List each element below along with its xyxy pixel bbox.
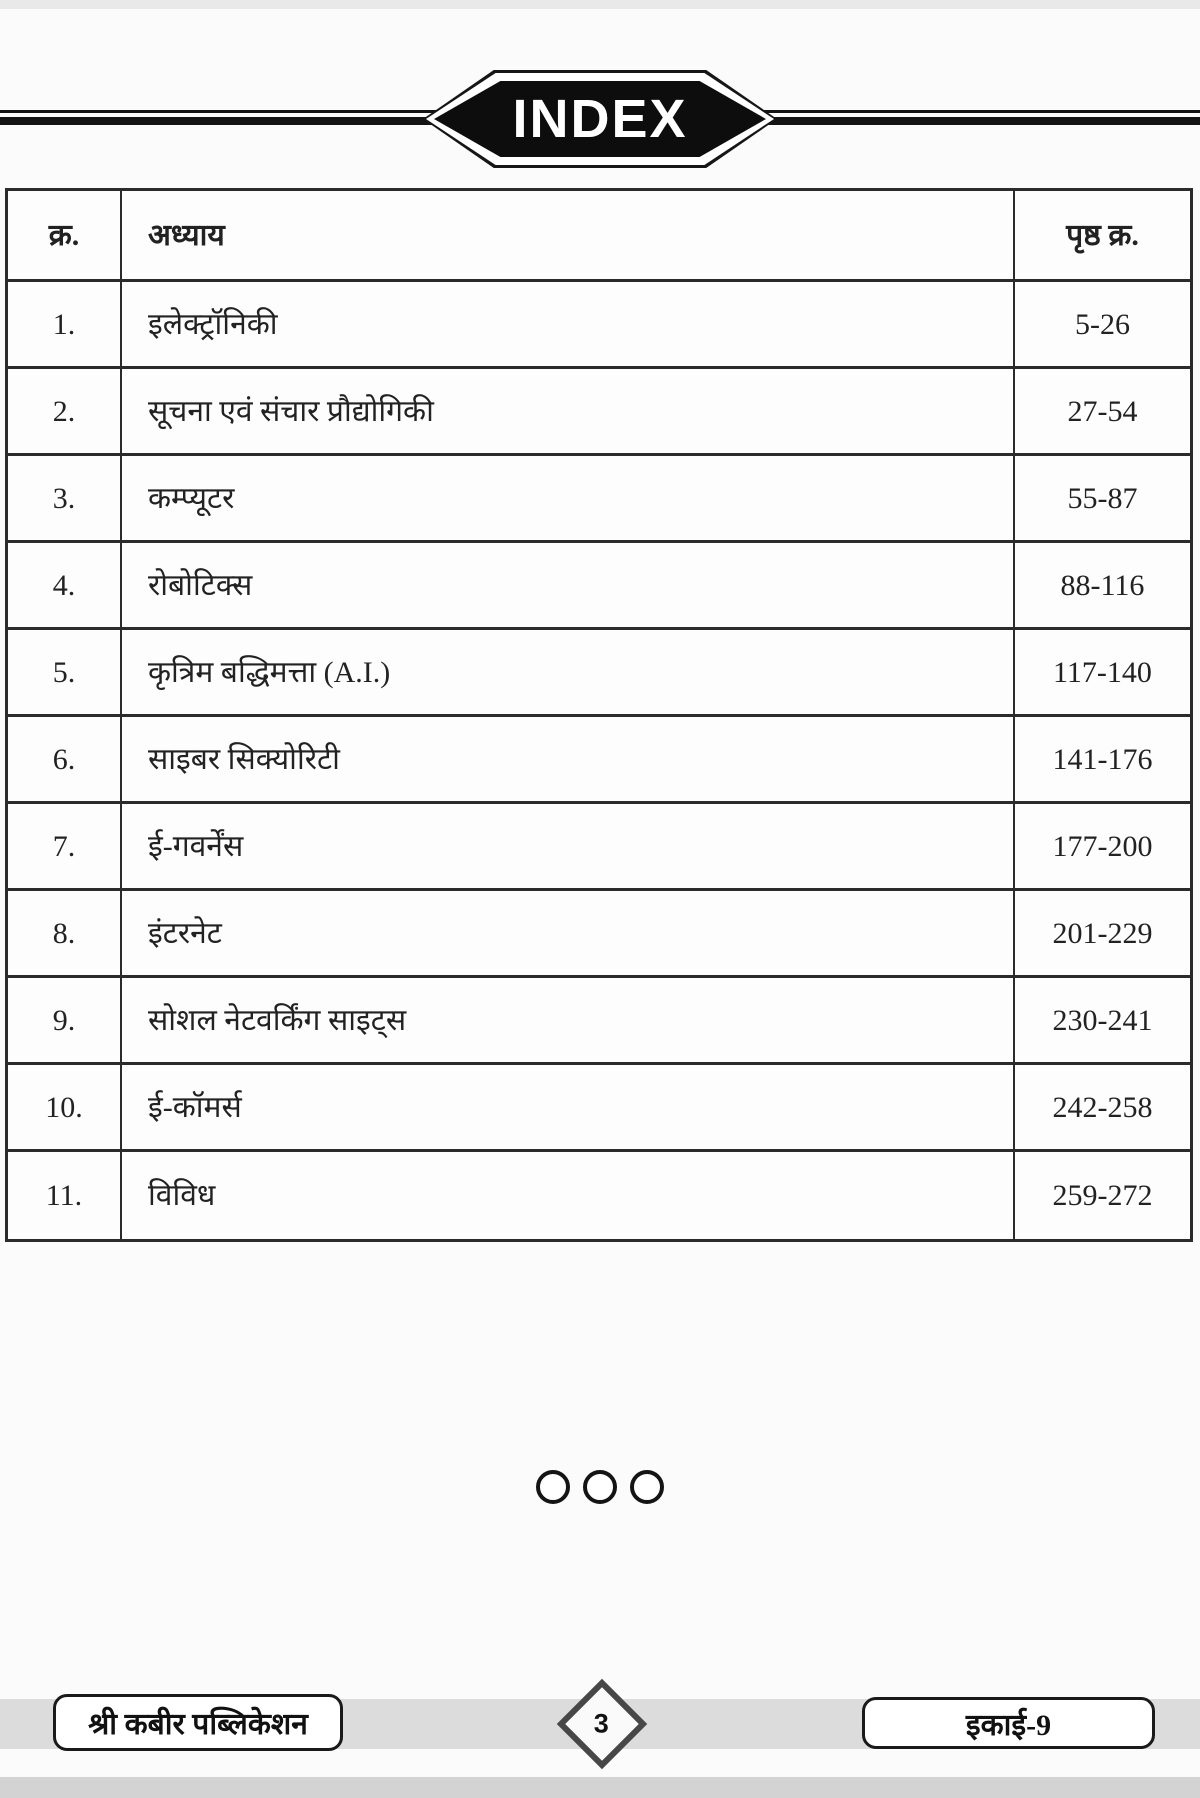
- publisher-name: श्री कबीर पब्लिकेशन: [88, 1708, 308, 1741]
- row-serial: 10.: [8, 1065, 122, 1149]
- row-chapter: सूचना एवं संचार प्रौद्योगिकी: [122, 369, 1015, 453]
- row-pages: 141-176: [1052, 742, 1153, 776]
- row-pages: 88-116: [1060, 568, 1145, 602]
- index-banner: [423, 70, 777, 168]
- row-chapter: विविध: [122, 1152, 1015, 1239]
- row-pages: 242-258: [1052, 1090, 1153, 1124]
- row-serial: 11.: [8, 1152, 122, 1239]
- unit-label: इकाई-9: [965, 1708, 1052, 1742]
- divider-circle: [536, 1470, 570, 1504]
- row-pages: 5-26: [1075, 307, 1130, 341]
- scan-edge-top: [0, 0, 1200, 9]
- row-pages: 230-241: [1052, 1003, 1153, 1037]
- scan-edge-bottom: [0, 1777, 1200, 1798]
- table-row: [8, 891, 1190, 978]
- row-serial: 8.: [8, 891, 122, 975]
- row-serial: 2.: [8, 369, 122, 453]
- table-row: [8, 1152, 1190, 1239]
- row-pages: 117-140: [1053, 655, 1152, 689]
- header-serial: क्र.: [8, 191, 122, 279]
- row-pages: 55-87: [1067, 481, 1138, 515]
- row-pages: 27-54: [1067, 394, 1138, 428]
- header-chapter: अध्याय: [122, 191, 1015, 279]
- row-chapter: इलेक्ट्रॉनिकी: [122, 282, 1015, 366]
- table-row: [8, 804, 1190, 891]
- row-chapter: ई-गवर्नेंस: [122, 804, 1015, 888]
- row-serial: 4.: [8, 543, 122, 627]
- row-serial: 1.: [8, 282, 122, 366]
- row-chapter: ई-कॉमर्स: [122, 1065, 1015, 1149]
- publisher-box: [53, 1694, 343, 1751]
- row-pages: 201-229: [1052, 916, 1153, 950]
- row-serial: 9.: [8, 978, 122, 1062]
- table-row: [8, 978, 1190, 1065]
- row-serial: 6.: [8, 717, 122, 801]
- row-chapter: इंटरनेट: [122, 891, 1015, 975]
- row-pages: 177-200: [1052, 829, 1153, 863]
- row-serial: 5.: [8, 630, 122, 714]
- table-row: [8, 369, 1190, 456]
- unit-box: [862, 1697, 1155, 1749]
- table-row: [8, 456, 1190, 543]
- row-serial: 7.: [8, 804, 122, 888]
- row-chapter: सोशल नेटवर्किंग साइट्स: [122, 978, 1015, 1062]
- index-title: INDEX: [512, 89, 688, 149]
- header-page: पृष्ठ क्र.: [1066, 218, 1139, 252]
- end-divider-circles: [0, 1470, 1200, 1504]
- row-chapter: कृत्रिम बद्धिमत्ता (A.I.): [122, 630, 1015, 714]
- table-row: [8, 543, 1190, 630]
- table-row: [8, 1065, 1190, 1152]
- table-row: [8, 630, 1190, 717]
- row-pages: 259-272: [1052, 1179, 1153, 1212]
- index-table: [5, 188, 1193, 1242]
- row-serial: 3.: [8, 456, 122, 540]
- table-header-row: [8, 191, 1190, 282]
- row-chapter: रोबोटिक्स: [122, 543, 1015, 627]
- row-chapter: कम्प्यूटर: [122, 456, 1015, 540]
- page-number-diamond: [557, 1679, 648, 1770]
- divider-circle: [630, 1470, 664, 1504]
- row-chapter: साइबर सिक्योरिटी: [122, 717, 1015, 801]
- table-row: [8, 282, 1190, 369]
- table-row: [8, 717, 1190, 804]
- divider-circle: [583, 1470, 617, 1504]
- page-number: 3: [594, 1708, 610, 1739]
